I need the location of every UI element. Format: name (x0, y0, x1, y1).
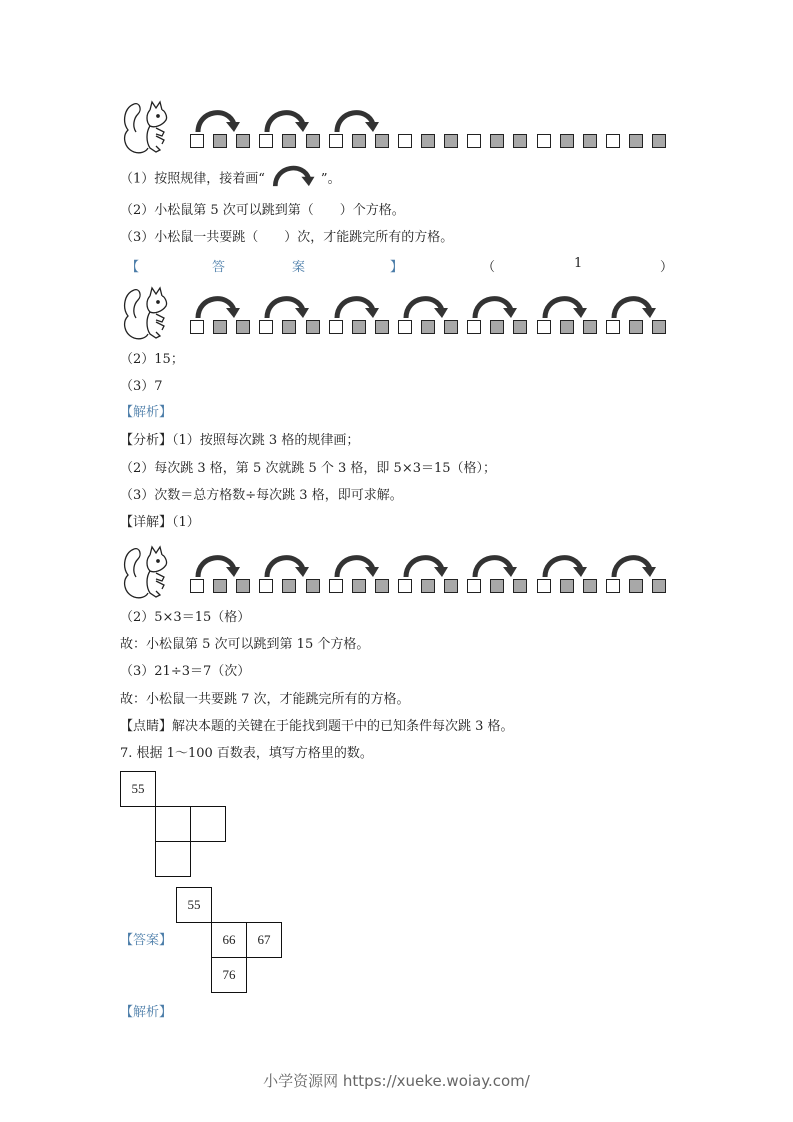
curved-arrow-icon (192, 549, 242, 579)
grid-square (329, 579, 343, 593)
footer-watermark: 小学资源网 https://xueke.woiay.com/ (263, 1072, 530, 1090)
grid-square (329, 134, 343, 148)
grid-square (259, 320, 273, 334)
grid-square (421, 320, 435, 334)
grid-square (306, 579, 320, 593)
squirrel-illustration (120, 96, 176, 156)
q7-title: 7. 根据 1～100 百数表，填写方格里的数。 (120, 746, 373, 761)
grid-square (490, 579, 504, 593)
grid-square (513, 320, 527, 334)
curved-arrow-icon (608, 290, 658, 320)
grid-square (282, 579, 296, 593)
grid-square (329, 320, 343, 334)
grid-square (398, 134, 412, 148)
grid-square (259, 134, 273, 148)
xiangjie-3: （3）21÷3＝7（次） (120, 664, 251, 679)
grid-square (606, 579, 620, 593)
curved-arrow-icon (261, 549, 311, 579)
xiangjie-2: （2）5×3＝15（格） (120, 610, 251, 625)
grid-square (190, 579, 204, 593)
answer-cell-55: 55 (176, 887, 212, 923)
grid-square (352, 579, 366, 593)
grid-square (236, 320, 250, 334)
curved-arrow-icon (400, 549, 450, 579)
xiangjie-3-conclusion: 故：小松鼠一共要跳 7 次，才能跳完所有的方格。 (120, 692, 410, 707)
grid-square (444, 579, 458, 593)
grid-square (652, 320, 666, 334)
grid-square (213, 134, 227, 148)
grid-square (629, 320, 643, 334)
grid-square (629, 579, 643, 593)
dianjing: 【点睛】解决本题的关键在于能找到题干中的已知条件每次跳 3 格。 (120, 719, 514, 734)
jump-row-answer (190, 286, 670, 346)
grid-square (560, 134, 574, 148)
curved-arrow-icon (400, 290, 450, 320)
grid-square (421, 579, 435, 593)
grid-square (513, 134, 527, 148)
curved-arrow-icon (192, 290, 242, 320)
grid-square (537, 579, 551, 593)
grid-square (282, 320, 296, 334)
xiangjie-1: 【详解】（1） (120, 515, 200, 530)
grid-square (398, 320, 412, 334)
grid-square (537, 134, 551, 148)
xiangjie-2-conclusion: 故：小松鼠第 5 次可以跳到第 15 个方格。 (120, 637, 370, 652)
jump-row-question (190, 100, 670, 160)
grid-square (375, 134, 389, 148)
curved-arrow-icon (265, 170, 321, 188)
curved-arrow-icon (192, 104, 242, 134)
fenxi-3: （3）次数＝总方格数÷每次跳 3 格，即可求解。 (120, 488, 403, 503)
grid-square (282, 134, 296, 148)
answer-cell-67: 67 (246, 922, 282, 958)
grid-square (421, 134, 435, 148)
answer-cell-76: 76 (211, 957, 247, 993)
grid-square (606, 320, 620, 334)
grid-square (467, 134, 481, 148)
grid-square (306, 134, 320, 148)
grid-square (352, 134, 366, 148)
grid-square (560, 579, 574, 593)
grid-square (306, 320, 320, 334)
grid-square (583, 134, 597, 148)
grid-square (444, 320, 458, 334)
grid-square (560, 320, 574, 334)
grid-square (606, 134, 620, 148)
grid-square (490, 320, 504, 334)
grid-square (352, 320, 366, 334)
grid-square (259, 579, 273, 593)
grid-square (190, 134, 204, 148)
curved-arrow-icon (261, 104, 311, 134)
grid-square (467, 579, 481, 593)
grid-square (236, 579, 250, 593)
grid-square (444, 134, 458, 148)
squirrel-illustration (120, 541, 176, 601)
grid-square (513, 579, 527, 593)
grid-square (629, 134, 643, 148)
curved-arrow-icon (539, 290, 589, 320)
curved-arrow-icon (331, 290, 381, 320)
curved-arrow-icon (608, 549, 658, 579)
grid-square (190, 320, 204, 334)
squirrel-illustration (120, 282, 176, 342)
grid-cell-55: 55 (120, 771, 156, 807)
grid-square (236, 134, 250, 148)
grid-square (375, 320, 389, 334)
analysis-label: 【解析】 (120, 405, 173, 420)
answer-cell-66: 66 (211, 922, 247, 958)
answer-2: （2）15； (120, 352, 184, 367)
grid-square (537, 320, 551, 334)
answer-label: 【答案】 (120, 933, 173, 948)
grid-square (490, 134, 504, 148)
grid-square (467, 320, 481, 334)
grid-square (652, 134, 666, 148)
curved-arrow-icon (469, 290, 519, 320)
question-1: （1）按照规律，接着画“ ”。 (120, 170, 341, 189)
grid-cell-blank (190, 806, 226, 842)
grid-square (398, 579, 412, 593)
curved-arrow-icon (331, 549, 381, 579)
grid-square (652, 579, 666, 593)
question-3: （3）小松鼠一共要跳（ ）次，才能跳完所有的方格。 (120, 230, 454, 245)
grid-square (583, 579, 597, 593)
grid-square (213, 320, 227, 334)
grid-cell-blank (155, 806, 191, 842)
curved-arrow-icon (469, 549, 519, 579)
grid-cell-blank (155, 841, 191, 877)
answer-3: （3）7 (120, 379, 163, 394)
curved-arrow-icon (261, 290, 311, 320)
fenxi-2: （2）每次跳 3 格，第 5 次就跳 5 个 3 格，即 5×3＝15（格）； (120, 461, 497, 476)
q7-analysis-label: 【解析】 (120, 1005, 173, 1020)
answer-header: 【 答 案 】 （ 1 ） (126, 256, 674, 275)
question-2: （2）小松鼠第 5 次可以跳到第（ ）个方格。 (120, 203, 405, 218)
grid-square (583, 320, 597, 334)
grid-square (375, 579, 389, 593)
curved-arrow-icon (331, 104, 381, 134)
fenxi-1: 【分析】（1）按照每次跳 3 格的规律画； (120, 433, 360, 448)
jump-row-detail (190, 545, 670, 605)
curved-arrow-icon (539, 549, 589, 579)
grid-square (213, 579, 227, 593)
